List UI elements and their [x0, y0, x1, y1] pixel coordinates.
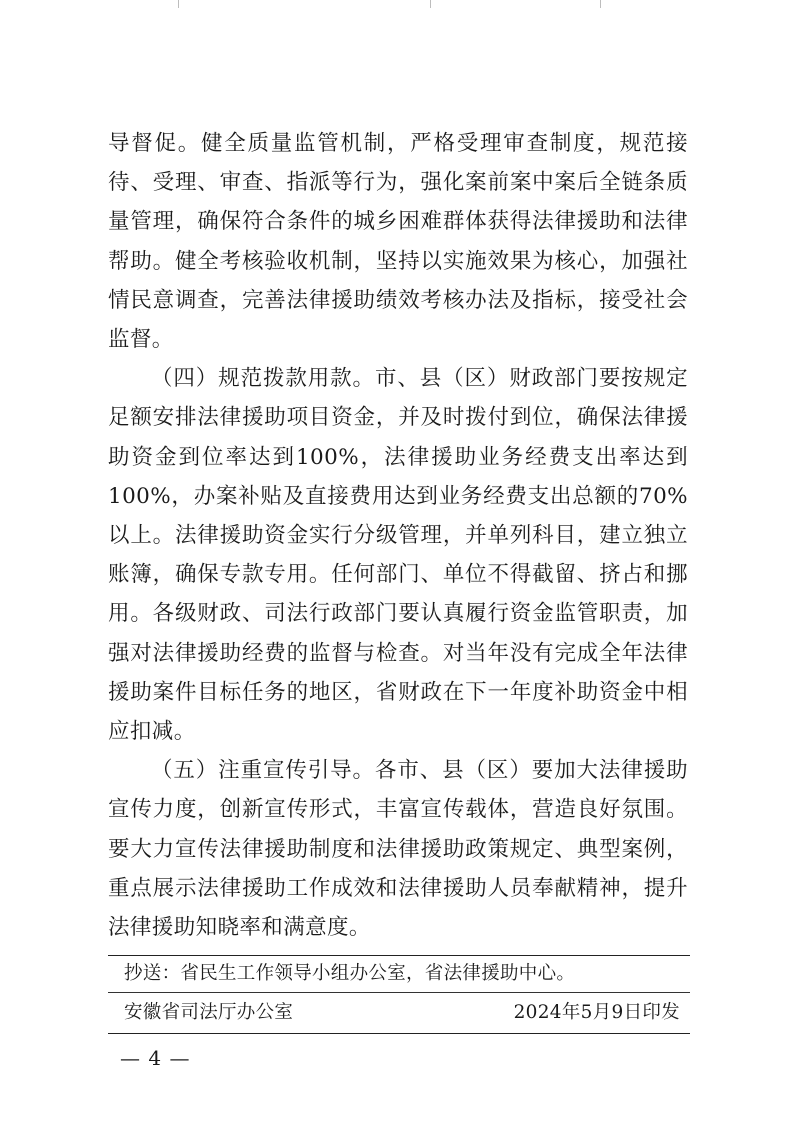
- paragraph-continued: 导督促。健全质量监管机制，严格受理审查制度，规范接待、受理、审查、指派等行为，强化案前案中案后全链条质量管理，确保符合条件的城乡困难群体获得法律援助和法律帮助。健全考核验收机制，坚持以实施效果为核心，加强社情民意调查，完善法律援助绩效考核办法及指标，接受社会监督。: [108, 131, 688, 353]
- paragraph-publicity: （五）注重宣传引导。各市、县（区）要加大法律援助宣传力度，创新宣传形式，丰富宣传载体，营造良好氛围。要大力宣传法律援助制度和法律援助政策规定、典型案例，重点展示法律援助工作成效和法律援助人员奉献精神，提升法律援助知晓率和满意度。: [108, 758, 688, 941]
- issuer-line: [108, 993, 690, 1033]
- distribution-block: [108, 955, 690, 1034]
- scan-mark: [178, 0, 179, 8]
- scan-mark: [600, 0, 601, 8]
- issue-date: 2024年5月9日印发: [513, 1002, 680, 1023]
- page-number: — 4 —: [120, 1046, 191, 1070]
- cc-line: 抄送：省民生工作领导小组办公室，省法律援助中心。: [108, 956, 690, 993]
- scan-mark: [430, 0, 431, 8]
- issuer-name: 安徽省司法厅办公室: [124, 1002, 294, 1023]
- paragraph-funding: （四）规范拨款用款。市、县（区）财政部门要按规定足额安排法律援助项目资金，并及时拨付到位，确保法律援助资金到位率达到100%，法律援助业务经费支出率达到100%，办案补贴及直接费用达到业务经费支出总额的70%以上。法律援助资金实行分级管理，并单列科目，建立独立账簿，确保专款专用。任何部门、单位不得截留、挤占和挪用。各级财政、司法行政部门要认真履行资金监管职责，加强对法律援助经费的监督与检查。对当年没有完成全年法律援助案件目标任务的地区，省财政在下一年度补助资金中相应扣减。: [108, 366, 688, 745]
- document-body: [108, 124, 688, 947]
